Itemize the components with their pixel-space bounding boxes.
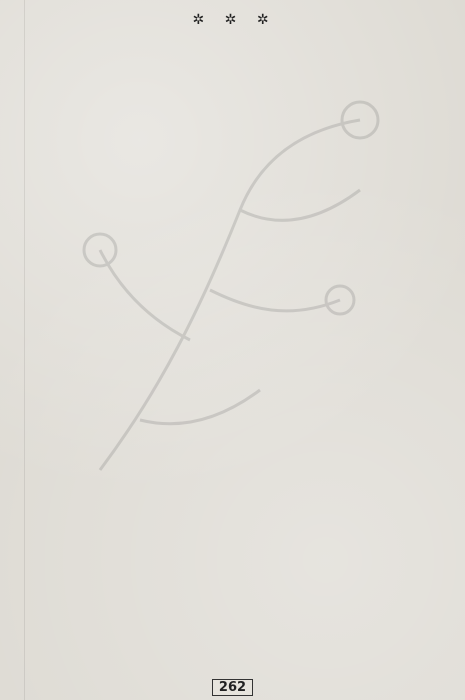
page-footer (0, 679, 465, 696)
section-separator: ✲ ✲ ✲ (192, 12, 277, 28)
page-edge-shadow (24, 0, 25, 700)
article-text (34, 6, 435, 674)
page-number: 262 (212, 679, 253, 696)
